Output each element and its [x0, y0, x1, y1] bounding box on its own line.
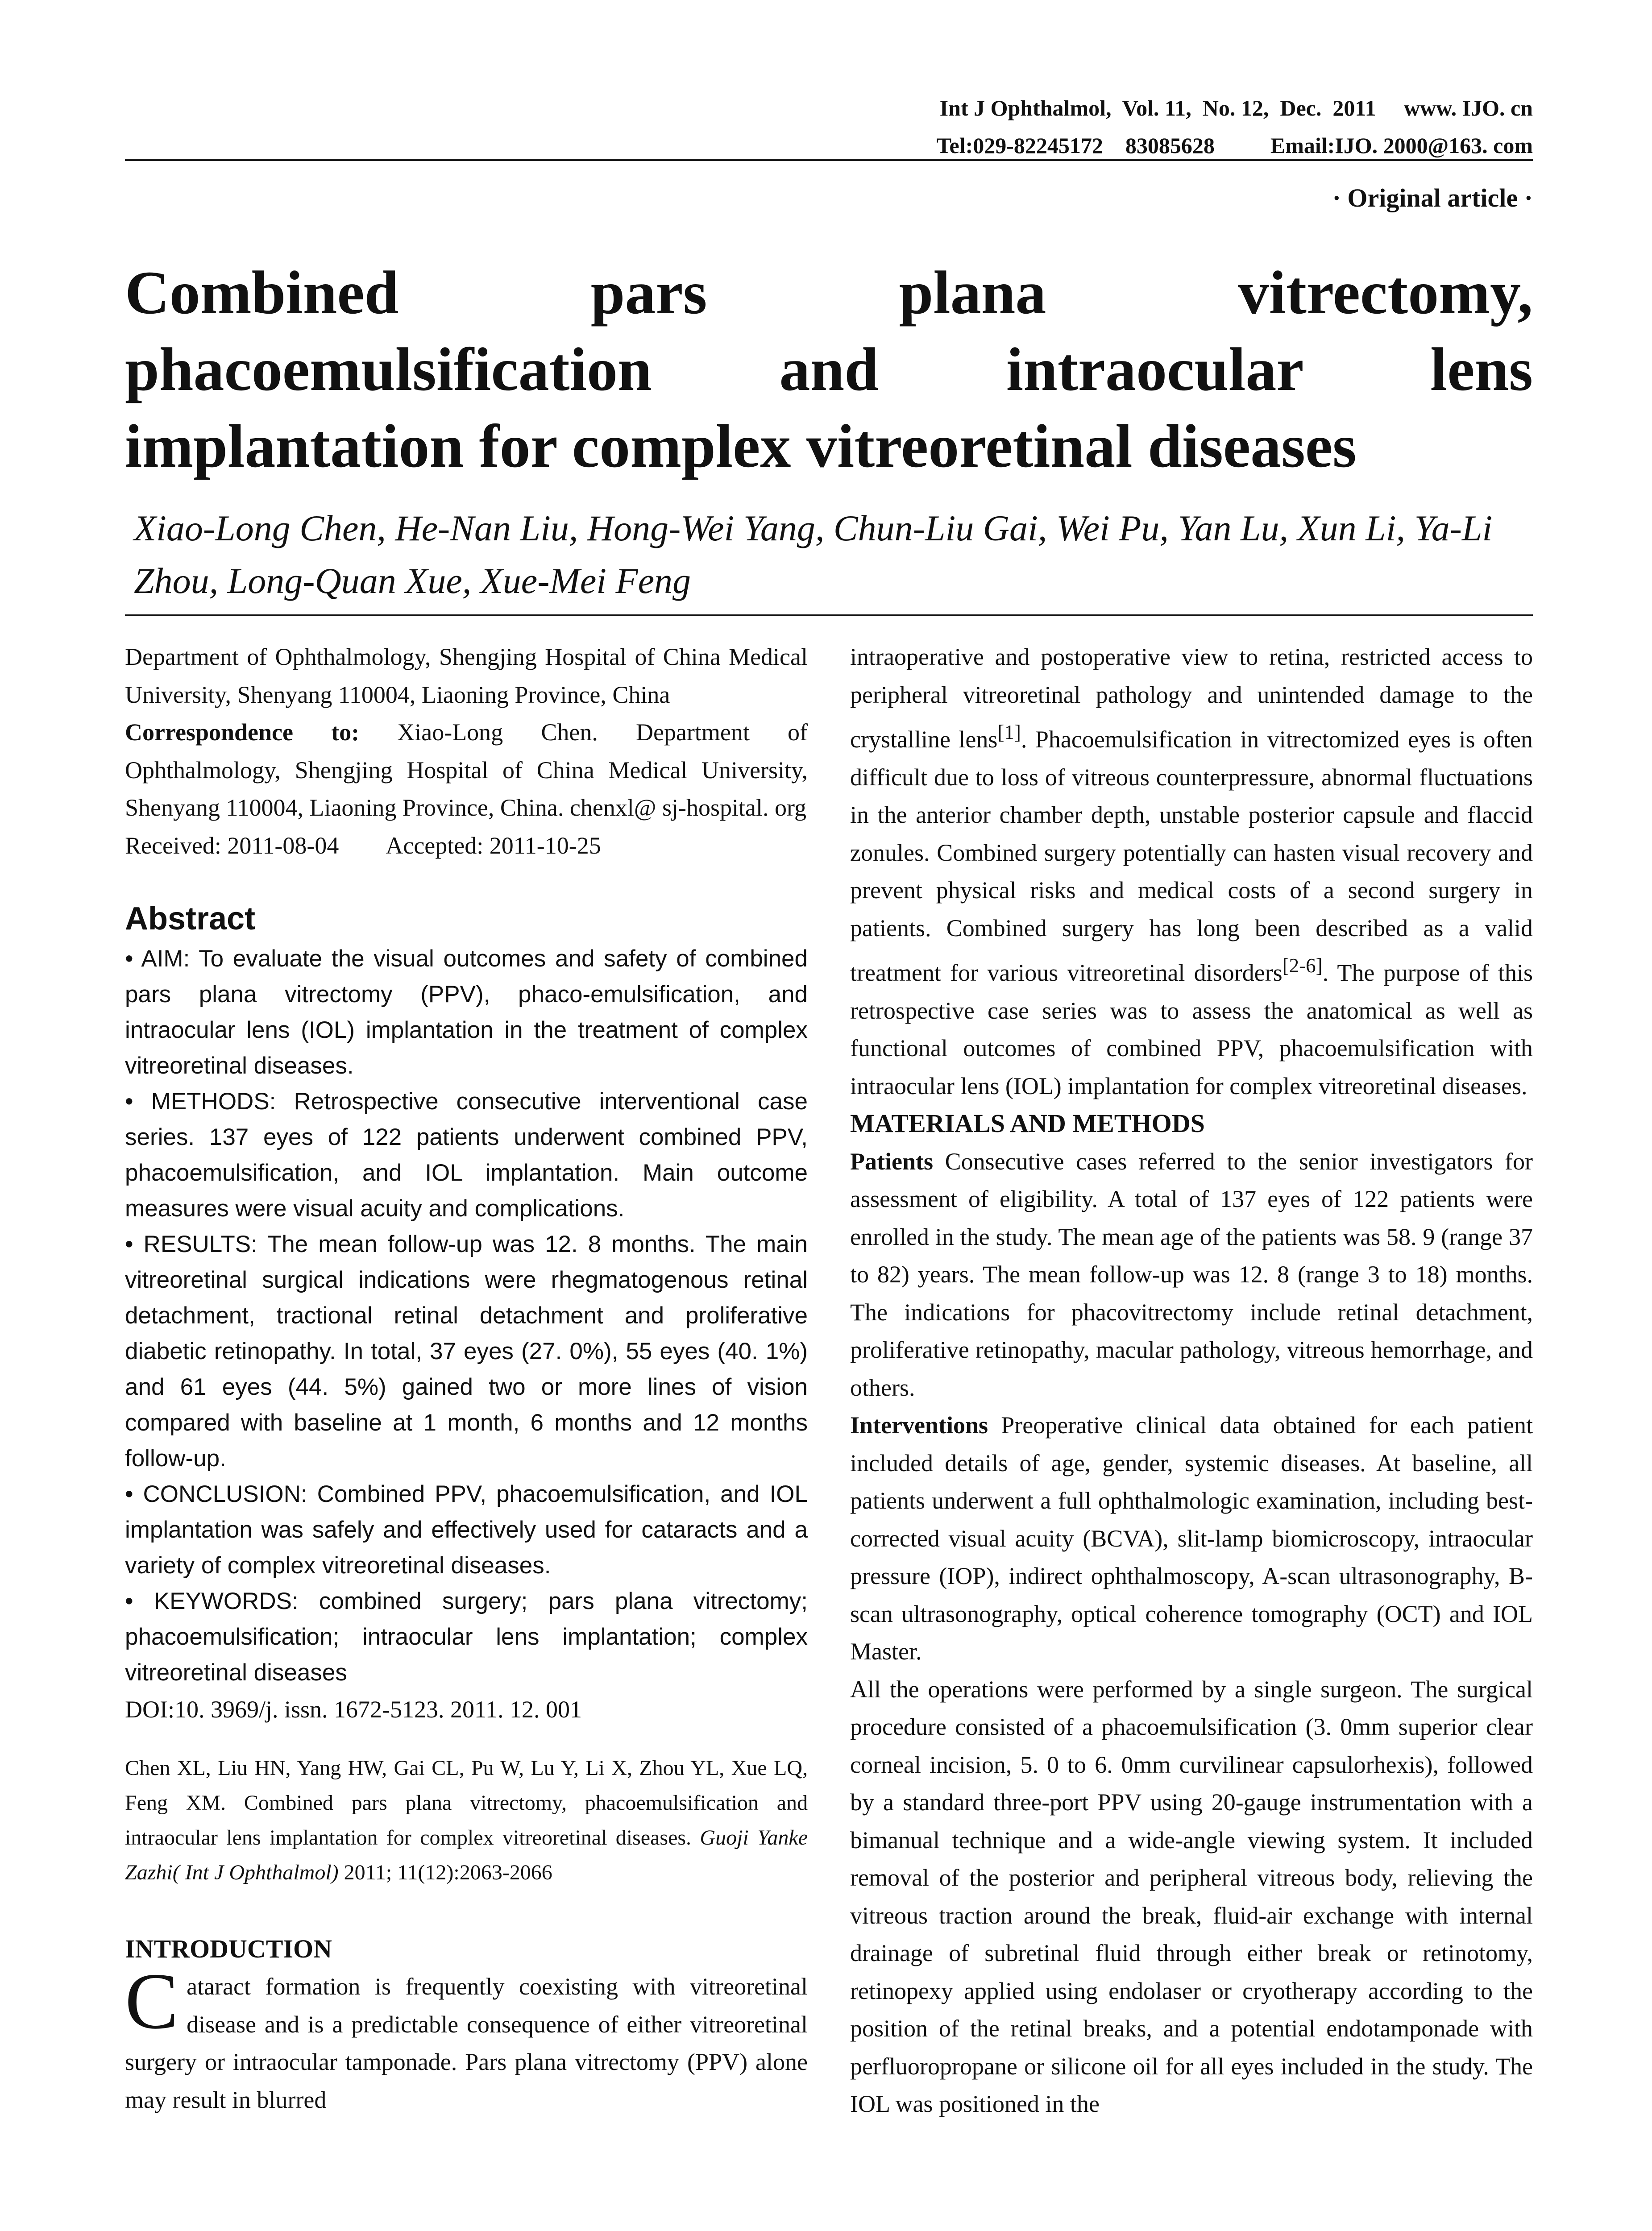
journal-line: Int J Ophthalmol, Vol. 11, No. 12, Dec. 2011 www. IJO. cn [939, 95, 1533, 120]
citation [125, 1751, 808, 1890]
patients-paragraph: Patients Consecutive cases referred to the senior investigators for assessment of eligibility. A total of 137 eyes of 122 patients were enrolled in the study. The mean age of the patients was 58. 9 (range 37 to 82) years. The mean follow-up was 12. 8 (range 3 to 18) months. The indications for phacovitrectomy include retinal detachment, proliferative retinopathy, macular pathology, vitreous hemorrhage, and others. [850, 1148, 1533, 1401]
abstract-conclusion: • CONCLUSION: Combined PPV, phacoemulsification, and IOL implantation was safely and effectively used for cataracts and a variety of complex vitreoretinal diseases. [125, 1481, 808, 1579]
correspondence-text: Xiao-Long Chen. Department of Ophthalmology, Shengjing Hospital of China Medical University, Shenyang 110004, Liaoning Province, China. chenxl@ sj-hospital. org [125, 719, 808, 821]
abstract-aim: • AIM: To evaluate the visual outcomes and safety of combined pars plana vitrectomy (PPV), phaco-emulsification, and intraocular lens (IOL) implantation in the treatment of complex vitreoretinal diseases. [125, 945, 808, 1079]
methods-heading: MATERIALS AND METHODS [850, 1109, 1205, 1138]
abstract-methods: • METHODS: Retrospective consecutive interventional case series. 137 eyes of 122 patients underwent combined PPV, phacoemulsification, and IOL implantation. Main outcome measures were visual acuity and complications. [125, 1088, 808, 1222]
interventions-paragraph: Interventions Preoperative clinical data obtained for each patient included details of age, gender, systemic diseases. At baseline, all patients underwent a full ophthalmologic examination, including best-corrected visual acuity (BCVA), slit-lamp biomicroscopy, intraocular pressure (IOP), indirect ophthalmoscopy, A-scan ultrasonography, B-scan ultrasonography, optical coherence tomography (OCT) and IOL Master. [850, 1412, 1533, 1665]
drop-cap: C [125, 1957, 179, 2045]
citation-authors: Chen XL, Liu HN, Yang HW, Gai CL, Pu W, Lu Y, Li X, Zhou YL, Xue LQ, Feng XM. Combined pars plana vitrectomy, phacoemulsification and intraocular lens implantation for complex vitreoretinal diseases. [125, 1756, 808, 1849]
authors-rule [125, 614, 1533, 616]
patients-label: Patients [850, 1148, 933, 1175]
received-accepted-dates: Received: 2011-08-04 Accepted: 2011-10-25 [125, 832, 601, 859]
abstract-keywords: • KEYWORDS: combined surgery; pars plana vitrectomy; phacoemulsification; intraocular lens implantation; complex vitreoretinal diseases [125, 1588, 808, 1686]
author-list: Xiao-Long Chen, He-Nan Liu, Hong-Wei Yang, Chun-Liu Gai, Wei Pu, Yan Lu, Xun Li, Ya-Li Zhou, Long-Quan Xue, Xue-Mei Feng [134, 508, 1493, 601]
abstract-results: • RESULTS: The mean follow-up was 12. 8 months. The main vitreoretinal surgical indications were rhegmatogenous retinal detachment, tractional retinal detachment and proliferative diabetic retinopathy. In total, 37 eyes (27. 0%), 55 eyes (40. 1%) and 61 eyes (44. 5%) gained two or more lines of vision compared with baseline at 1 month, 6 months and 12 months follow-up. [125, 1231, 808, 1472]
affiliation: Department of Ophthalmology, Shengjing Hospital of China Medical University, Shenyang 110004, Liaoning Province, China [125, 643, 808, 708]
interventions-label: Interventions [850, 1412, 988, 1439]
reference-1[interactable]: [1] [997, 721, 1021, 743]
introduction-paragraph [125, 1957, 808, 2119]
section-label: · Original article · [1332, 183, 1533, 212]
contact-line: Tel:029-82245172 83085628 Email:IJO. 2000@163. com [936, 133, 1533, 158]
correspondence-label: Correspondence to: [125, 719, 360, 746]
right-column [850, 638, 1533, 2123]
introduction-heading: INTRODUCTION [125, 1934, 332, 1963]
introduction-continued: intraoperative and postoperative view to retina, restricted access to peripheral vitreoretinal pathology and unintended damage to the crystalline lens[1]. Phacoemulsification in vitrectomized eyes is often difficult due to loss of vitreous counterpressure, abnormal fluctuations in the anterior chamber depth, unstable posterior capsule and flaccid zonules. Combined surgery potentially can hasten visual recovery and prevent physical risks and medical costs of a second surgery in patients. Combined surgery has long been described as a valid treatment for various vitreoretinal disorders[2-6]. The purpose of this retrospective case series was to assess the anatomical as well as functional outcomes of combined PPV, phacoemulsification with intraocular lens (IOL) implantation for complex vitreoretinal diseases. [850, 643, 1533, 1099]
reference-2-6[interactable]: [2-6] [1282, 954, 1323, 977]
left-column [125, 638, 808, 2119]
header-rule [125, 159, 1533, 161]
abstract-heading: Abstract [125, 901, 256, 937]
citation-journal: Guoji Yanke Zazhi( Int J Ophthalmol) [125, 1825, 808, 1884]
article-title: Combined pars plana vitrectomy, phacoemulsification and intraocular lens implantation for complex vitreoretinal diseases [125, 258, 1533, 480]
correspondence [125, 713, 808, 827]
running-header [125, 89, 1533, 164]
citation-volume: 2011; 11(12):2063-2066 [338, 1860, 552, 1884]
operations-paragraph: All the operations were performed by a single surgeon. The surgical procedure consisted of a phacoemulsification (3. 0mm superior clear corneal incision, 5. 0 to 6. 0mm curvilinear capsulorhexis), followed by a standard three-port PPV using 20-gauge instrumentation with a bimanual technique and a wide-angle viewing system. It included removal of the posterior and peripheral vitreous body, relieving the vitreous traction around the break, fluid-air exchange with internal drainage of subretinal fluid through either break or retinotomy, retinopexy applied using endolaser or cryotherapy according to the position of the retinal breaks, and a potential endotamponade with perfluoropropane or silicone oil for all eyes included in the study. The IOL was positioned in the [850, 1675, 1533, 2117]
doi: DOI:10. 3969/j. issn. 1672-5123. 2011. 12. 001 [125, 1696, 582, 1723]
introduction-text-left: ataract formation is frequently coexisting with vitreoretinal disease and is a predictable consequence of either vitreoretinal surgery or intraocular tamponade. Pars plana vitrectomy (PPV) alone may result in blurred [125, 1973, 808, 2113]
